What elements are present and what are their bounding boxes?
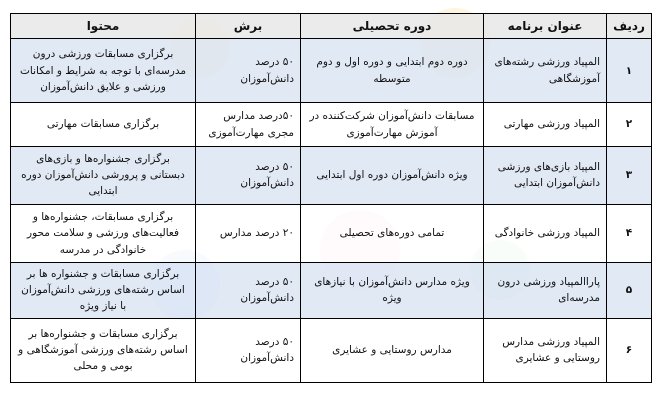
content: برگزاری مسابقات، جشنواره‌ها و فعالیت‌های ورزشی و سلامت محور خانوادگی در مدرسه [11,204,196,262]
row-number: ۳ [607,146,652,204]
share: ۵۰ درصد دانش‌آموزان [196,39,301,103]
education-level: ویژه مدارس دانش‌آموزان با نیازهای ویژه [301,262,484,318]
share: ۵۰ درصد دانش‌آموزان [196,262,301,318]
row-number: ۲ [607,103,652,147]
education-level: مسابقات دانش‌آموزان شرکت‌کننده در آموزش مهارت‌آموزی [301,103,484,147]
table-row [11,318,652,382]
table-header-row [11,14,652,39]
education-level: تمامی دوره‌های تحصیلی [301,204,484,262]
program-title: پاراالمپیاد ورزشی درون مدرسه‌ای [484,262,607,318]
content: برگزاری مسابقات ورزشی درون مدرسه‌ای با توجه به شرایط و امکانات ورزشی و علایق دانش‌آموزان [11,39,196,103]
education-level: مدارس روستایی و عشایری [301,318,484,382]
share: ۵۰ درصد دانش‌آموزان [196,318,301,382]
header-row-number: ردیف [607,14,652,39]
program-table [10,13,652,383]
program-title: المپیاد ورزشی مهارتی [484,103,607,147]
program-title: المپیاد ورزشی مدارس روستایی و عشایری [484,318,607,382]
education-level: دوره دوم ابتدایی و دوره اول و دوم متوسطه [301,39,484,103]
program-title: المپیاد ورزشی خانوادگی [484,204,607,262]
content: برگزاری مسابقات مهارتی [11,103,196,147]
row-number: ۶ [607,318,652,382]
education-level: ویژه دانش‌آموزان دوره اول ابتدایی [301,146,484,204]
row-number: ۱ [607,39,652,103]
content: برگزاری جشنواره‌ها و بازی‌های دبستانی و پرورشی دانش‌آموزان دوره ابتدایی [11,146,196,204]
share: ۵۰درصد مدارس مجری مهارت‌آموزی [196,103,301,147]
program-title: المپیاد بازی‌های ورزشی دانش‌آموزان ابتدایی [484,146,607,204]
table-row [11,39,652,103]
header-education-level: دوره تحصیلی [301,14,484,39]
header-share: برش [196,14,301,39]
header-content: محتوا [11,14,196,39]
program-title: المپیاد ورزشی رشته‌های آموزشگاهی [484,39,607,103]
row-number: ۴ [607,204,652,262]
header-program-title: عنوان برنامه [484,14,607,39]
row-number: ۵ [607,262,652,318]
content: برگزاری مسابقات و جشنواره‌ها بر اساس رشته‌های ورزشی آموزشگاهی و بومی و محلی [11,318,196,382]
table-row [11,146,652,204]
table-row [11,204,652,262]
share: ۲۰ درصد مدارس [196,204,301,262]
table-row [11,103,652,147]
content: برگزاری مسابقات و جشنواره ها بر اساس رشته‌های ورزشی دانش‌آموزان با نیاز ویژه [11,262,196,318]
share: ۵۰ درصد دانش‌آموزان [196,146,301,204]
table-row [11,262,652,318]
